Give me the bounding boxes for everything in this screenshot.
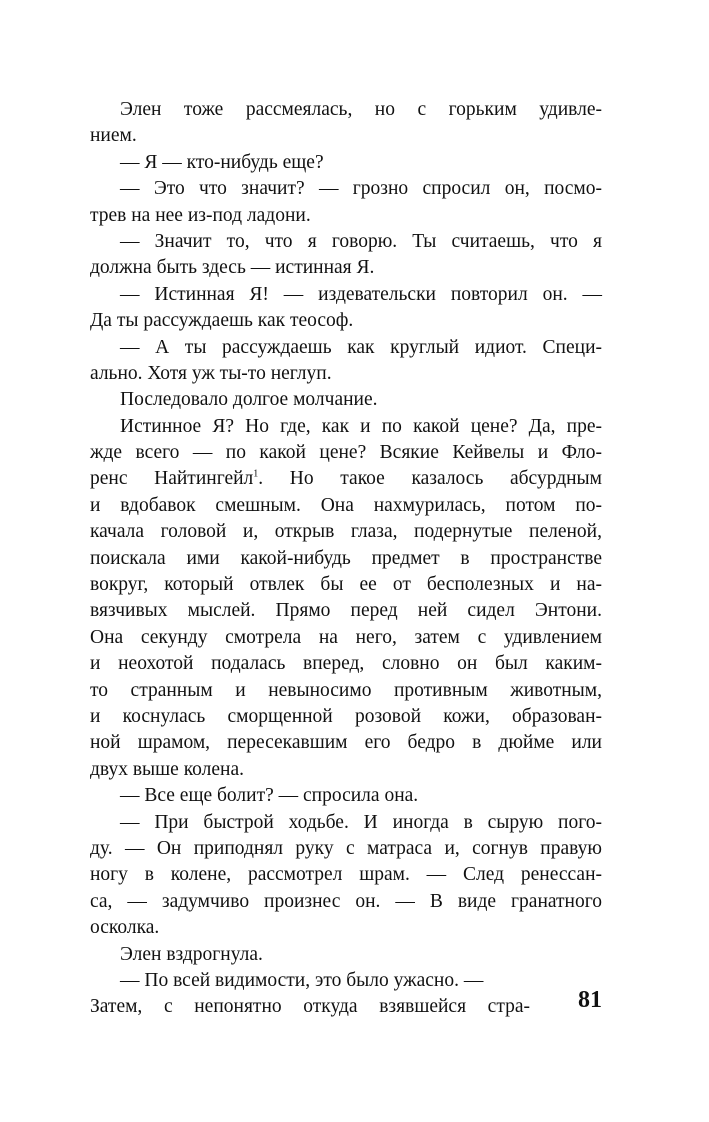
- text-line: — Это что значит? — грозно спросил он, посмо-: [120, 178, 602, 200]
- text-line: Последовало долгое молчание.: [120, 389, 378, 411]
- text-line: са, — задумчиво произнес он. — В виде гранатного: [90, 890, 602, 912]
- text-line: нием.: [90, 125, 137, 147]
- page-number: 81: [578, 987, 602, 1013]
- text-line: — Истинная Я! — издевательски повторил он. —: [120, 283, 602, 305]
- text-line: ду. — Он приподнял руку с матраса и, согнув правую: [90, 837, 602, 859]
- text-line: — По всей видимости, это было ужасно. —: [120, 969, 484, 991]
- text-line: Затем, с непонятно откуда взявшейся стра-: [90, 996, 530, 1018]
- text-line: и неохотой подалась вперед, словно он был каким-: [90, 653, 602, 675]
- text-line: Она секунду смотрела на него, затем с удивлением: [90, 626, 602, 648]
- text-line: вязчивых мыслей. Прямо перед ней сидел Энтони.: [90, 600, 602, 622]
- text-line: и вдобавок смешным. Она нахмурилась, потом по-: [90, 494, 602, 516]
- text-line: ной шрамом, пересекавшим его бедро в дюйме или: [90, 732, 602, 754]
- text-line: — Все еще болит? — спросила она.: [120, 785, 419, 807]
- text-line: поискала ими какой-нибудь предмет в пространстве: [90, 547, 602, 569]
- text-line: жде всего — по какой цене? Всякие Кейвелы и Фло-: [90, 442, 602, 464]
- text-line: Элен вздрогнула.: [120, 943, 263, 965]
- text-line: должна быть здесь — истинная Я.: [90, 257, 375, 279]
- footnote-marker[interactable]: 1: [253, 468, 259, 480]
- text-line-with-footnote: [90, 466, 602, 492]
- text-line: вокруг, который отвлек бы ее от бесполезных и на-: [90, 574, 602, 596]
- text-line: — Значит то, что я говорю. Ты считаешь, что я: [120, 230, 602, 252]
- text-line: Истинное Я? Но где, как и по какой цене? Да, пре-: [120, 415, 602, 437]
- text-line: — Я — кто-нибудь еще?: [120, 151, 324, 173]
- text-line: — При быстрой ходьбе. И иногда в сырую пого-: [120, 811, 602, 833]
- text-line: трев на нее из-под ладони.: [90, 204, 311, 226]
- text-line: Элен тоже рассмеялась, но с горьким удивле-: [120, 99, 602, 120]
- text-line: — А ты рассуждаешь как круглый идиот. Специ-: [120, 336, 602, 358]
- text-fragment: ренс Найтингейл: [90, 468, 254, 490]
- text-line: Да ты рассуждаешь как теософ.: [90, 310, 354, 332]
- text-line: и коснулась сморщенной розовой кожи, образован-: [90, 705, 602, 727]
- text-line: двух выше колена.: [90, 758, 245, 780]
- page-body: [90, 97, 602, 1021]
- text-line: ально. Хотя уж ты-то неглуп.: [90, 362, 332, 384]
- text-fragment: . Но такое казалось абсурдным: [258, 468, 602, 490]
- text-line: осколка.: [90, 917, 160, 939]
- text-line: ногу в колене, рассмотрел шрам. — След ренессан-: [90, 864, 602, 886]
- text-line: качала головой и, открыв глаза, подернутые пеленой,: [90, 521, 602, 543]
- text-line: то странным и невыносимо противным животным,: [90, 679, 602, 701]
